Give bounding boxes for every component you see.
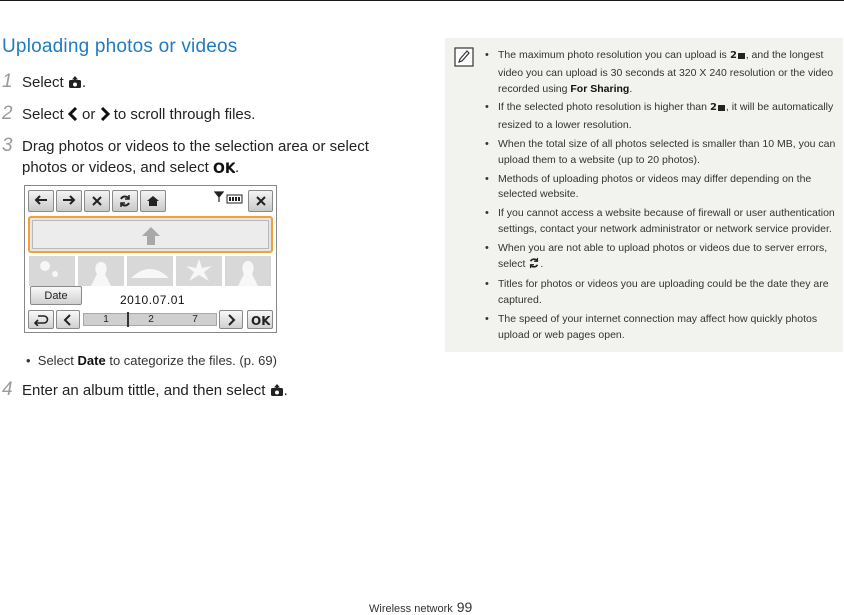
timeline-label: 2 xyxy=(148,314,154,325)
timeline-label: 7 xyxy=(192,314,198,325)
thumbnail[interactable] xyxy=(78,256,124,286)
step-text: Select xyxy=(22,106,68,123)
svg-text:OK: OK xyxy=(212,161,235,174)
ok-icon xyxy=(213,160,235,180)
step-number: 1 xyxy=(2,71,13,92)
note-item: • The speed of your internet connection may affect how quickly photos upload or web pages open. xyxy=(482,312,838,344)
refresh-button[interactable] xyxy=(112,190,138,212)
thumbnail[interactable] xyxy=(225,256,271,286)
back-button[interactable] xyxy=(28,310,54,329)
note-item: • Methods of uploading photos or videos may differ depending on the selected website. xyxy=(482,172,838,204)
thumbnail[interactable] xyxy=(176,256,222,286)
svg-text:2: 2 xyxy=(729,50,737,60)
svg-text:2: 2 xyxy=(709,102,717,113)
upload-camera-icon xyxy=(270,383,284,403)
chevron-right-icon xyxy=(226,314,236,326)
thumbnail-strip xyxy=(29,256,273,286)
step-text-line1: Drag photos or videos to the selection area or select xyxy=(22,138,369,155)
svg-text:OK: OK xyxy=(251,314,270,326)
cancel-button[interactable] xyxy=(84,190,110,212)
step-number: 3 xyxy=(2,135,13,156)
note-item: • The maximum photo resolution you can upload is 2 , and the longest video you can upload is 30 seconds at 320 X 240 resolution or the video recorded using For Sharing. xyxy=(482,48,838,97)
camera-screen xyxy=(24,185,277,333)
refresh-icon xyxy=(528,257,540,275)
top-rule xyxy=(0,0,844,1)
step-number: 2 xyxy=(2,103,13,124)
chevron-left-icon xyxy=(68,107,78,127)
timeline-bar[interactable] xyxy=(83,313,217,326)
step-text-end: . xyxy=(234,159,240,176)
close-icon xyxy=(254,194,268,208)
bullet-bold: Date xyxy=(77,353,106,368)
refresh-icon xyxy=(118,194,132,208)
timeline-label: 1 xyxy=(103,314,109,325)
step-text: Select xyxy=(22,74,68,91)
selection-area[interactable] xyxy=(28,216,273,253)
right-arrow-icon xyxy=(61,194,77,206)
step-number: 4 xyxy=(2,379,13,400)
footer-section: Wireless network xyxy=(369,603,453,615)
step-text-end: . xyxy=(81,74,87,91)
forward-arrow-button[interactable] xyxy=(56,190,82,212)
page-footer xyxy=(369,599,472,615)
page-title: Uploading photos or videos xyxy=(2,36,238,57)
note-item: • If you cannot access a website because of firewall or user authentication settings, contact your network administrator or network service provider. xyxy=(482,206,838,238)
note-item: • When you are not able to upload photos or videos due to server errors, select . xyxy=(482,241,838,275)
back-icon xyxy=(33,314,49,326)
note-item: • When the total size of all photos selected is smaller than 10 MB, you can upload them to a website (up to 20 photos). xyxy=(482,137,838,169)
chevron-right-icon xyxy=(100,107,110,127)
page-number: 99 xyxy=(456,599,473,615)
step-text: photos or videos, and select xyxy=(22,159,213,176)
back-arrow-button[interactable] xyxy=(28,190,54,212)
bullet-text-end: to categorize the files. (p. 69) xyxy=(105,353,277,368)
thumbnail[interactable] xyxy=(127,256,173,286)
resolution-icon xyxy=(730,49,746,66)
thumbnail[interactable] xyxy=(29,256,75,286)
note-item: • If the selected photo resolution is higher than 2 , it will be automatically resized to a lower resolution. xyxy=(482,100,838,134)
step-text-mid: or xyxy=(77,106,100,123)
note-item: • Titles for photos or videos you are uploading could be the date they are captured. xyxy=(482,277,838,309)
upload-camera-icon xyxy=(68,75,82,95)
step-text-end: to scroll through files. xyxy=(109,106,256,123)
signal-icon xyxy=(214,190,224,208)
scroll-right-button[interactable] xyxy=(219,310,243,329)
resolution-icon xyxy=(710,101,726,118)
date-button[interactable]: Date xyxy=(30,286,82,305)
bullet-dot: • xyxy=(26,353,38,368)
home-button[interactable] xyxy=(140,190,166,212)
ok-button[interactable] xyxy=(247,310,273,329)
left-arrow-icon xyxy=(33,194,49,206)
step-text-end: . xyxy=(283,382,288,399)
battery-icon xyxy=(226,191,244,209)
note-icon xyxy=(454,47,474,72)
close-icon xyxy=(90,194,104,208)
date-label: 2010.07.01 xyxy=(120,293,186,307)
bullet-text: Select xyxy=(37,353,78,368)
step-text: Enter an album tittle, and then select xyxy=(22,382,270,399)
note-box xyxy=(445,38,843,352)
date-bullet xyxy=(26,353,277,368)
ok-icon xyxy=(250,314,270,326)
scroll-left-button[interactable] xyxy=(56,310,80,329)
exit-button[interactable] xyxy=(248,190,273,212)
chevron-left-icon xyxy=(63,314,73,326)
upload-arrow-icon xyxy=(141,226,161,246)
home-icon xyxy=(146,194,160,208)
